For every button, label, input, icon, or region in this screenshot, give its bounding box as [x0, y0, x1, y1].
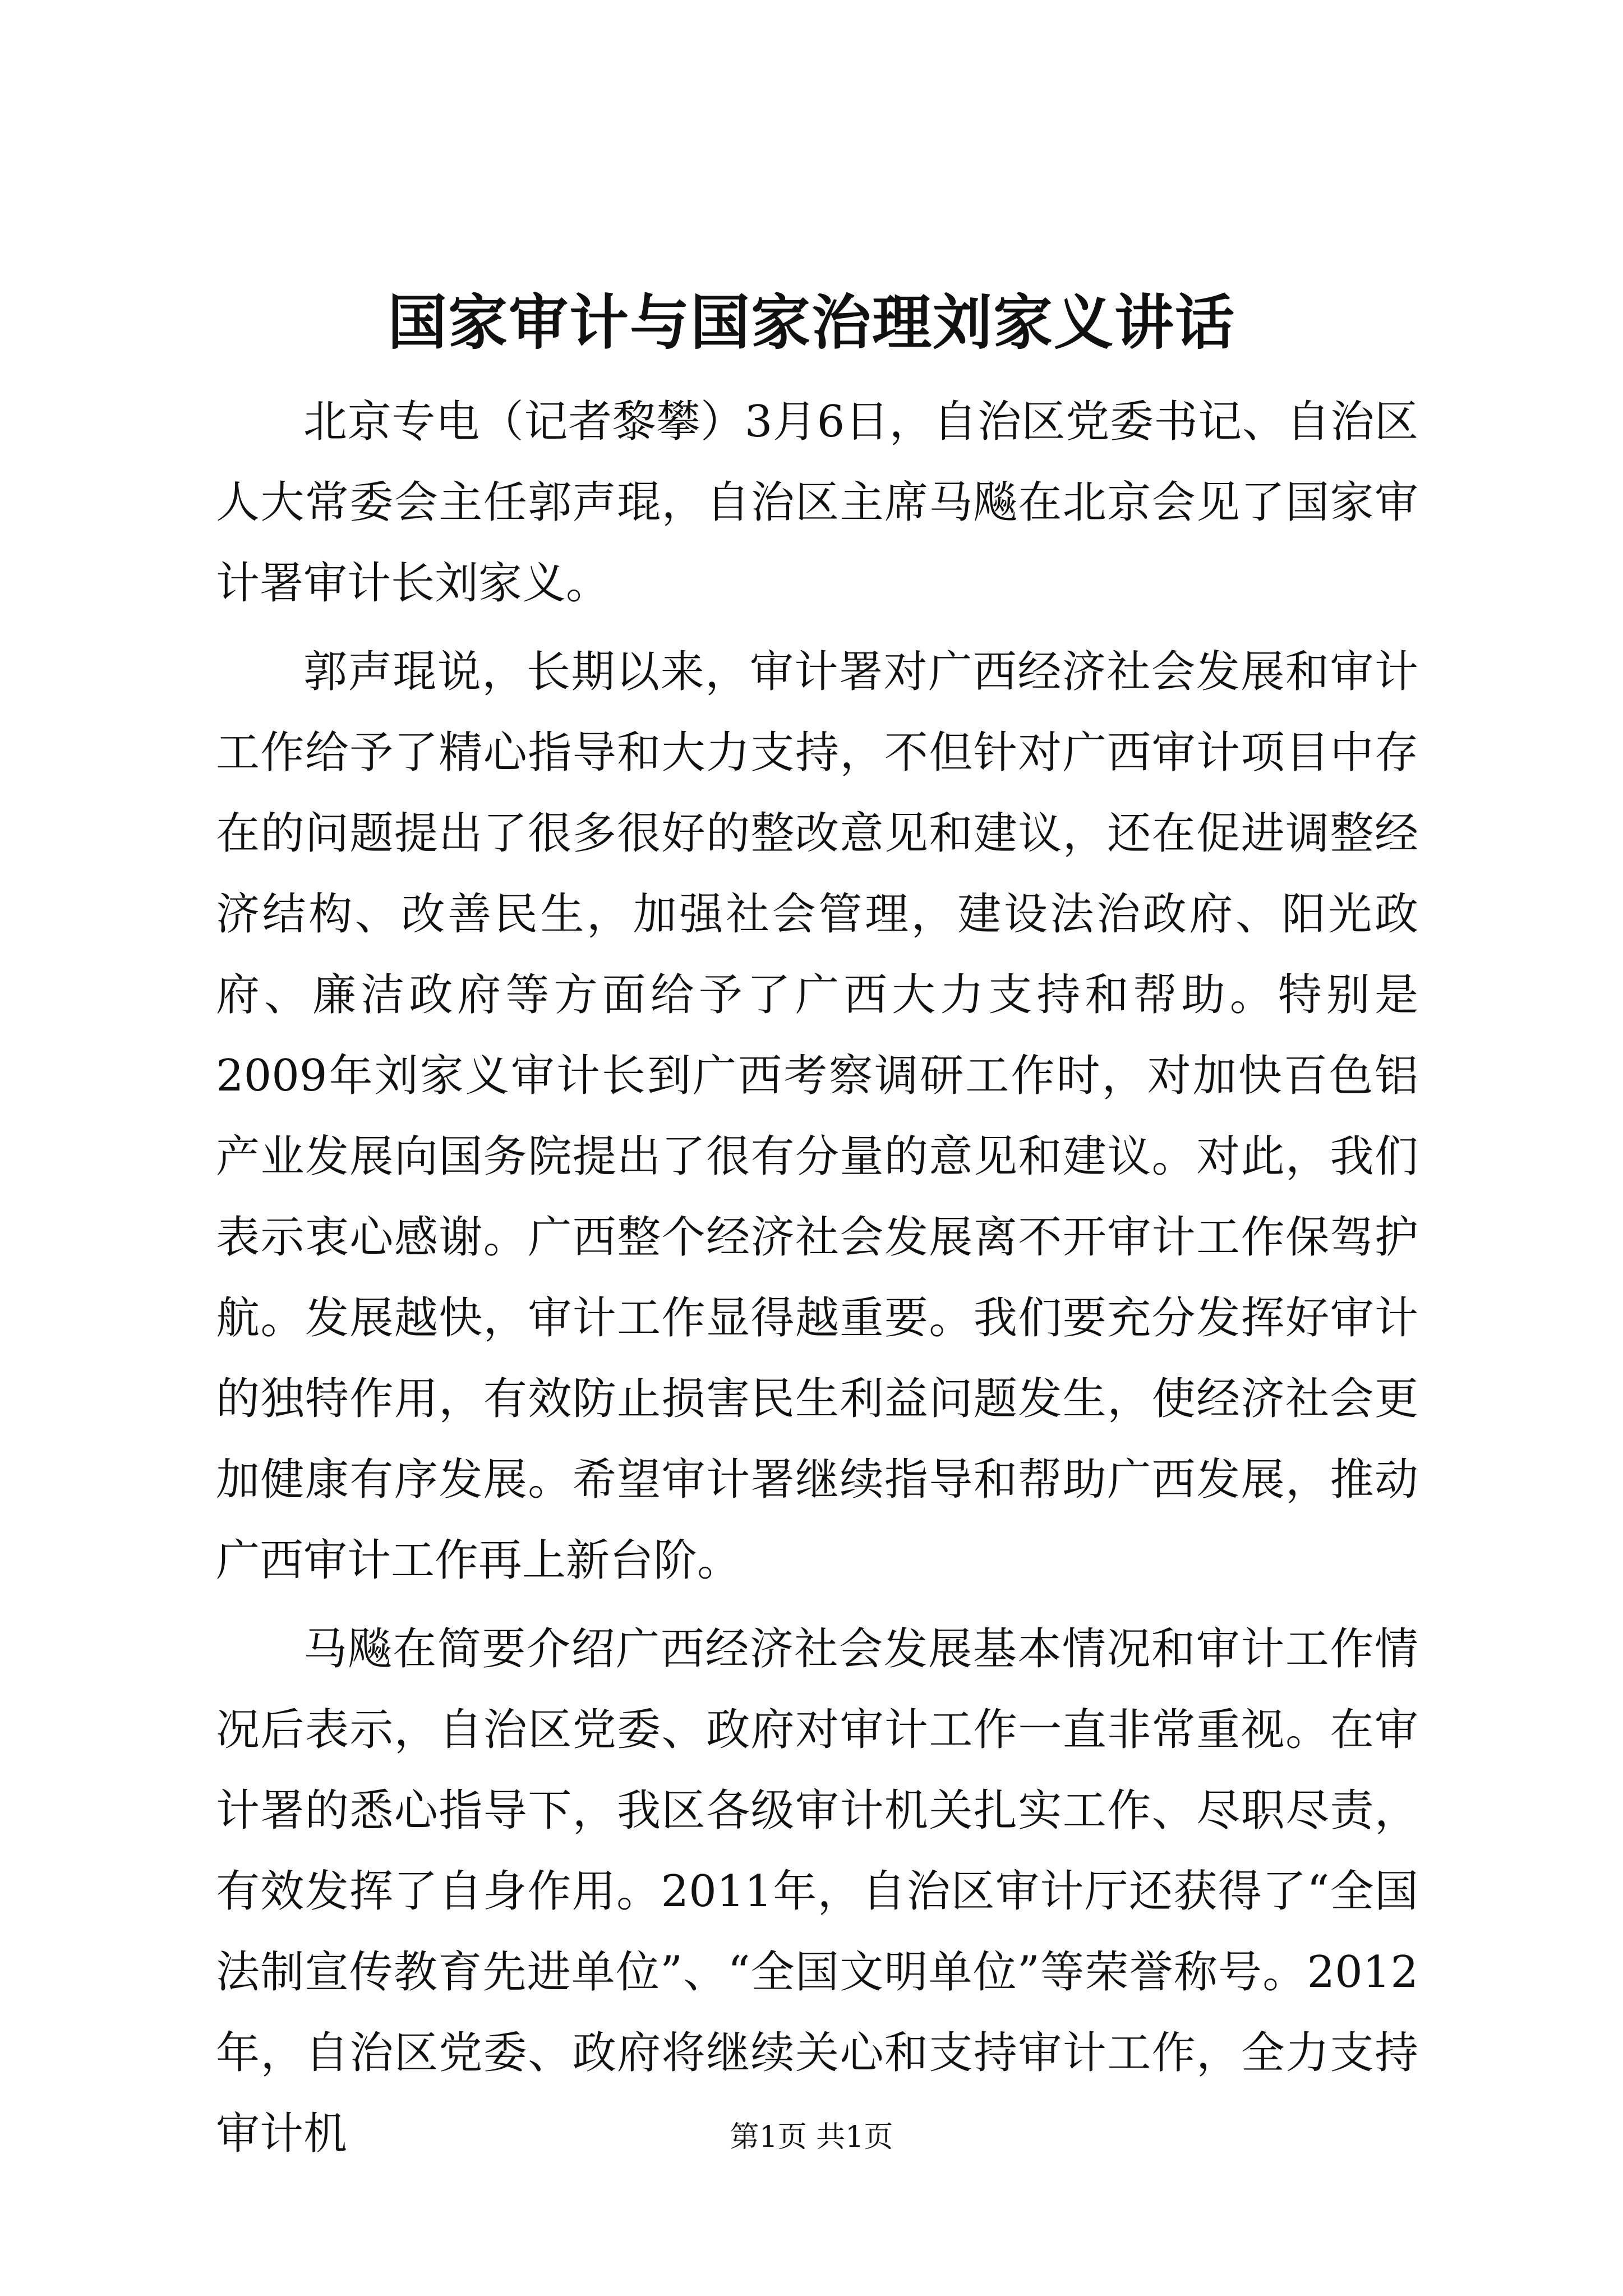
document-body [216, 381, 1418, 2174]
document-title: 国家审计与国家治理刘家义讲话 [388, 287, 1235, 357]
paragraph-3: 马飚在简要介绍广西经济社会发展基本情况和审计工作情况后表示，自治区党委、政府对审计工作一直非常重视。在审计署的悉心指导下，我区各级审计机关扎实工作、尽职尽责，有效发挥了自身作用。2011年，自治区审计厅还获得了“全国法制宣传教育先进单位”、“全国文明单位”等荣誉称号。2012年，自治区党委、政府将继续关心和支持审计工作，全力支持审计机 [216, 1624, 1418, 2159]
paragraph-2: 郭声琨说，长期以来，审计署对广西经济社会发展和审计工作给予了精心指导和大力支持，不但针对广西审计项目中存在的问题提出了很多很好的整改意见和建议，还在促进调整经济结构、改善民生，加强社会管理，建设法治政府、阳光政府、廉洁政府等方面给予了广西大力支持和帮助。特别是2009年刘家义审计长到广西考察调研工作时，对加快百色铝产业发展向国务院提出了很有分量的意见和建议。对此，我们表示衷心感谢。广西整个经济社会发展离不开审计工作保驾护航。发展越快，审计工作显得越重要。我们要充分发挥好审计的独特作用，有效防止损害民生利益问题发生，使经济社会更加健康有序发展。希望审计署继续指导和帮助广西发展，推动广西审计工作再上新台阶。 [216, 647, 1418, 1586]
paragraph-1: 北京专电（记者黎攀）3月6日，自治区党委书记、自治区人大常委会主任郭声琨，自治区主席马飚在北京会见了国家审计署审计长刘家义。 [216, 397, 1418, 609]
page-number-footer: 第1页 共1页 [730, 2120, 893, 2154]
